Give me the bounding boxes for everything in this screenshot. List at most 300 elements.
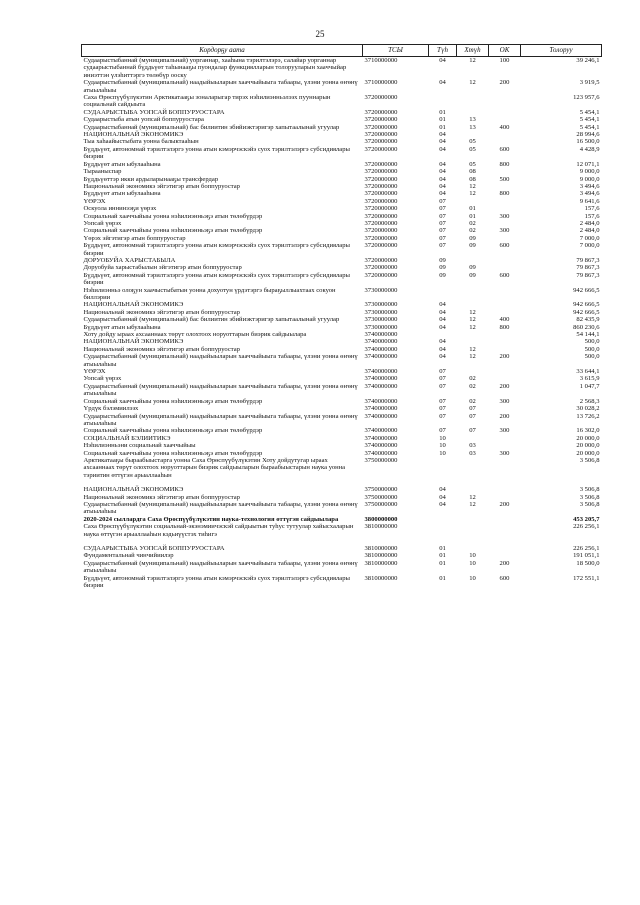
row-tyh: [429, 516, 457, 523]
row-ok: 200: [499, 412, 510, 420]
row-amount: 3 615,9: [579, 375, 600, 383]
table-row: [82, 190, 602, 197]
table-row: [82, 301, 602, 308]
row-name: СУДААРЫСТЫБА УОПСАЙ БОППУРУОСТАРА: [83, 545, 225, 552]
row-name: Судаарыстыбаннай (муниципальнай) наадыйыыларын хааччыйыыга табаары, үлэни уонна өҥөнү атыылаһыы: [83, 559, 358, 575]
row-tyh: 04: [439, 338, 446, 346]
row-name: Саха Өрөспүүбүлүкэтин Арктикатааҕы зоналарыгар тирэх нэһилиэнньэлээх пууннарын социальнай сайдыыта: [83, 94, 331, 109]
table-row: [82, 213, 602, 220]
row-khtyh: 09: [469, 264, 476, 272]
table-row: [82, 427, 602, 434]
row-amount: 157,6: [584, 205, 600, 213]
row-name: Арктикатааҕы быраабыыстарга уонна Саха Өрөспүүбүлүкэтин Хоту дойдутугар ыраах ахсааннаах төрүт олохтоох норуоттарын биэрик сайдыыларын быраабыыстарын наука уонна тэриитин өттүгэн арыаллааһын: [83, 456, 346, 479]
row-name: Бүддьүөт атын ыбулааһына: [83, 190, 161, 198]
row-tyh: 07: [439, 197, 446, 205]
row-khtyh: [457, 435, 489, 442]
row-ok: 800: [499, 190, 510, 198]
row-tsy: 3810000000: [364, 552, 398, 560]
row-ok: [489, 545, 521, 552]
row-tyh: 04: [439, 308, 446, 316]
row-name: Тыа хаһаайыстыбата уонна балыктааһын: [83, 138, 199, 146]
row-ok: [489, 116, 521, 123]
row-ok: 200: [499, 382, 510, 390]
row-amount: 16 302,0: [576, 427, 600, 435]
row-ok: 600: [499, 242, 510, 250]
row-tyh: 07: [439, 234, 446, 242]
row-khtyh: [457, 516, 489, 523]
row-khtyh: [457, 338, 489, 345]
row-amount: 1 047,7: [579, 382, 600, 390]
row-tyh: [429, 523, 457, 538]
row-ok: [489, 375, 521, 382]
row-name: Тырааныспар: [83, 168, 122, 176]
row-tsy: 3810000000: [364, 574, 398, 582]
row-tsy: 3740000000: [364, 345, 398, 353]
row-tsy: 3740000000: [364, 434, 398, 442]
row-tsy: 3720000000: [364, 138, 398, 146]
table-row: [82, 272, 602, 287]
row-tsy: 3720000000: [364, 160, 398, 168]
row-amount: 54 144,1: [576, 331, 600, 339]
row-khtyh: 02: [469, 375, 476, 383]
row-khtyh: 09: [469, 271, 476, 279]
row-tyh: 04: [439, 500, 446, 508]
row-ok: [489, 168, 521, 175]
row-ok: 300: [499, 212, 510, 220]
table-row: [82, 560, 602, 575]
row-ok: [489, 109, 521, 116]
row-ok: 600: [499, 145, 510, 153]
row-tyh: 09: [439, 271, 446, 279]
table-row: [82, 516, 602, 523]
row-ok: [489, 552, 521, 559]
row-ok: 200: [499, 559, 510, 567]
row-khtyh: [457, 287, 489, 302]
budget-table: [81, 44, 602, 589]
row-name: Бүддьүөт атын ыбулааһына: [83, 160, 161, 168]
row-amount: 500,0: [584, 345, 600, 353]
row-ok: 200: [499, 79, 510, 87]
row-name: СОЦИАЛЬНАЙ БЭЛИИТИКЭ: [83, 434, 171, 442]
row-tyh: 04: [439, 323, 446, 331]
row-khtyh: 07: [469, 405, 476, 413]
row-tyh: 01: [439, 108, 446, 116]
row-ok: 300: [499, 227, 510, 235]
row-tyh: 04: [439, 353, 446, 361]
table-row: [82, 523, 602, 538]
row-tyh: 04: [439, 168, 446, 176]
row-name: Бүддьүөт, автономнай тэрилтэлэргэ уонна атын кэмэрчэскэйэ суох тэрилтэлэргэ субсидиялары биэрии: [83, 574, 350, 590]
row-ok: 400: [499, 316, 510, 324]
table-row: [82, 494, 602, 501]
table-header-row: [82, 45, 602, 57]
row-ok: 400: [499, 123, 510, 131]
row-name: Национальнай экономикэ эйгэтигэр атын боппуруостар: [83, 493, 240, 501]
col-header-name: Кордорҕу аата: [82, 45, 363, 57]
row-khtyh: [457, 457, 489, 479]
row-name: Социальнай хааччыйыы уонна нэһилиэнньэҕэ атын төлөбүрдэр: [83, 227, 263, 235]
row-name: ДОРУОБУЙА ХАРЫСТАБЫЛА: [83, 256, 176, 264]
row-name: НАЦИОНАЛЬНАЙ ЭКОНОМИКЭ: [83, 486, 184, 494]
row-name: Судаарыстыбаннай (муниципальнай) наадыйыыларын хааччыйыыга табаары, үлэни уонна өҥөнү атыылаһыы: [83, 500, 358, 516]
row-tsy: 3720000000: [364, 219, 398, 227]
table-row: [82, 242, 602, 257]
row-tsy: 3750000000: [364, 486, 398, 494]
row-amount: 860 230,6: [573, 323, 600, 331]
table-row: [82, 227, 602, 234]
row-name: Судаарыстыбаннай (муниципальнай) наадыйыыларын хааччыйыыга табаары, үлэни уонна өҥөнү атыылаһыы: [83, 79, 358, 94]
row-name: Социальнай хааччыйыы уонна нэһилиэнньэҕэ атын төлөбүрдэр: [83, 212, 263, 220]
row-tyh: 04: [439, 345, 446, 353]
table-row: [82, 346, 602, 353]
row-amount: 226 256,1: [573, 523, 600, 531]
row-amount: 20 000,0: [576, 449, 600, 457]
table-row: [82, 545, 602, 552]
row-tyh: 07: [439, 405, 446, 413]
row-ok: [489, 264, 521, 271]
table-row: [82, 124, 602, 131]
table-row: [82, 501, 602, 516]
row-amount: 18 500,0: [576, 559, 600, 567]
row-ok: [489, 457, 521, 479]
row-ok: 300: [499, 449, 510, 457]
row-amount: 12 071,1: [576, 160, 600, 168]
row-ok: [489, 346, 521, 353]
row-khtyh: 07: [469, 412, 476, 420]
row-tsy: 3710000000: [364, 57, 398, 64]
row-amount: 500,0: [584, 353, 600, 361]
row-khtyh: 12: [469, 500, 476, 508]
row-ok: [489, 198, 521, 205]
table-row: [82, 168, 602, 175]
row-name: Доруобуйа харыстабылын эйгэтигэр атын боппуруостар: [83, 264, 242, 272]
table-row: [82, 338, 602, 345]
row-amount: 20 000,0: [576, 442, 600, 450]
row-tsy: 3720000000: [364, 205, 398, 213]
table-row: [82, 183, 602, 190]
row-tsy: 3720000000: [364, 175, 398, 183]
row-khtyh: 12: [469, 323, 476, 331]
row-amount: 453 205,7: [573, 515, 600, 523]
row-amount: 2 484,0: [579, 219, 600, 227]
row-khtyh: [457, 257, 489, 264]
row-khtyh: 12: [469, 353, 476, 361]
row-amount: 82 435,9: [576, 316, 600, 324]
row-tyh: [429, 287, 457, 302]
row-tyh: 04: [439, 138, 446, 146]
row-khtyh: 08: [469, 168, 476, 176]
table-row: [82, 309, 602, 316]
table-row: [82, 450, 602, 457]
row-tsy: 3720000000: [364, 123, 398, 131]
row-tsy: 3750000000: [364, 500, 398, 508]
table-row: [82, 257, 602, 264]
row-khtyh: 10: [469, 559, 476, 567]
row-ok: [489, 442, 521, 449]
row-tyh: 01: [439, 552, 446, 560]
row-khtyh: [457, 109, 489, 116]
row-tsy: 3740000000: [364, 427, 398, 435]
row-amount: 5 454,1: [579, 123, 600, 131]
row-ok: [489, 94, 521, 109]
row-spacer-cell: [82, 538, 602, 545]
row-khtyh: [457, 94, 489, 109]
row-khtyh: [457, 486, 489, 493]
row-tyh: 04: [439, 175, 446, 183]
row-khtyh: 12: [469, 190, 476, 198]
row-amount: 942 666,5: [573, 286, 600, 294]
row-amount: 3 506,8: [579, 486, 600, 494]
row-amount: 13 726,2: [576, 412, 600, 420]
row-tsy: 3740000000: [364, 368, 398, 376]
table-row: [82, 131, 602, 138]
page-number: 25: [315, 29, 325, 39]
row-tsy: 3710000000: [364, 79, 398, 87]
row-tsy: 3740000000: [364, 397, 398, 405]
row-amount: 16 500,0: [576, 138, 600, 146]
row-tyh: 07: [439, 368, 446, 376]
row-amount: 39 246,1: [576, 57, 600, 64]
table-row: [82, 324, 602, 331]
row-ok: [489, 405, 521, 412]
table-row: [82, 287, 602, 302]
row-ok: [489, 257, 521, 264]
row-ok: [489, 309, 521, 316]
row-ok: [489, 435, 521, 442]
row-tsy: 3730000000: [364, 308, 398, 316]
row-tsy: 3720000000: [364, 190, 398, 198]
row-tsy: 3720000000: [364, 227, 398, 235]
table-row: [82, 413, 602, 428]
row-tyh: 07: [439, 382, 446, 390]
table-row: [82, 398, 602, 405]
table-row: [82, 235, 602, 242]
row-tsy: 3730000000: [364, 286, 398, 294]
row-amount: 942 666,5: [573, 301, 600, 309]
row-khtyh: 12: [469, 57, 476, 64]
row-khtyh: 02: [469, 382, 476, 390]
table-row: [82, 405, 602, 412]
row-tyh: 07: [439, 397, 446, 405]
table-row: [82, 138, 602, 145]
row-name: Национальнай экономикэ эйгэтигэр атын боппуруостар: [83, 182, 240, 190]
row-name: Уопсай үөрэх: [83, 375, 122, 383]
row-ok: [489, 138, 521, 145]
row-tyh: 04: [439, 316, 446, 324]
row-name: Судаарыстыбаннай (муниципальнай) бас билиитин эбийиэктэригэр хапытаалынай угуулар: [83, 123, 340, 131]
row-amount: 9 000,0: [579, 175, 600, 183]
row-tyh: 04: [439, 57, 446, 64]
row-khtyh: 02: [469, 227, 476, 235]
row-name: Оскуола иннинээҕи үөрэх: [83, 205, 157, 213]
row-khtyh: 05: [469, 138, 476, 146]
table-row: [82, 176, 602, 183]
row-khtyh: 13: [469, 123, 476, 131]
row-tyh: 09: [439, 256, 446, 264]
row-amount: 3 494,6: [579, 190, 600, 198]
row-tyh: 04: [439, 486, 446, 494]
row-name: Бүддьүөт атын ыбулааһына: [83, 323, 161, 331]
row-tsy: 3720000000: [364, 212, 398, 220]
row-tsy: 3740000000: [364, 331, 398, 339]
row-khtyh: 13: [469, 116, 476, 124]
row-khtyh: [457, 131, 489, 138]
row-tsy: 3810000000: [364, 545, 398, 552]
row-amount: 9 000,0: [579, 168, 600, 176]
row-ok: [489, 301, 521, 308]
table-row: [82, 57, 602, 80]
row-tyh: [429, 331, 457, 338]
row-amount: 5 454,1: [579, 116, 600, 124]
row-amount: 79 867,3: [576, 256, 600, 264]
col-header-khtyh: Хтүһ: [457, 45, 489, 57]
row-name: Национальнай экономикэ эйгэтигэр атын боппуруостар: [83, 308, 240, 316]
table-row: [82, 442, 602, 449]
row-name: Үөрэх эйгэтигэр атын боппуруостар: [83, 234, 186, 242]
row-amount: 79 867,3: [576, 264, 600, 272]
row-tsy: 3740000000: [364, 382, 398, 390]
row-tsy: 3810000000: [364, 559, 398, 567]
row-name: Бүддьүөт, автономнай тэрилтэлэргэ уонна атын кэмэрчэскэйэ суох тэрилтэлэргэ субсидиялары биэрии: [83, 242, 350, 257]
table-row: [82, 383, 602, 398]
table-row: [82, 575, 602, 590]
row-tsy: 3740000000: [364, 338, 398, 346]
row-tsy: 3800000000: [364, 515, 398, 523]
row-tyh: 01: [439, 123, 446, 131]
row-name: Судаарыстыбаннай (муниципальнай) уорганнар, хааһына тэрилтэлэрэ, салайар уорганнар судаарыстыбаннай бүддьүөт таһынааҕы пуондалар функциялларын толорууларын хааччыйар иниэттэн үлэһиттэргэ төлөбүр ооску: [83, 57, 347, 79]
row-tyh: 10: [439, 442, 446, 450]
row-khtyh: 09: [469, 234, 476, 242]
row-khtyh: 02: [469, 397, 476, 405]
col-header-tyh: Түһ: [429, 45, 457, 57]
row-ok: 500: [499, 175, 510, 183]
row-tyh: 10: [439, 434, 446, 442]
row-ok: [489, 516, 521, 523]
row-name: Нэһилиэнньэ олоҕун хаачыстыбатын уонна дохуотун үрдэтэргэ быраҕыллыахтаах сокуон биллэрии: [83, 286, 336, 301]
row-name: Уопсай үөрэх: [83, 219, 122, 227]
row-tyh: 07: [439, 227, 446, 235]
table-body: [82, 57, 602, 590]
table-row: [82, 116, 602, 123]
row-tsy: 3730000000: [364, 316, 398, 324]
row-tsy: 3750000000: [364, 456, 398, 464]
row-name: Фундаментальнай чинчийиилэр: [83, 552, 174, 560]
row-ok: 300: [499, 427, 510, 435]
row-ok: [489, 220, 521, 227]
row-tyh: [429, 457, 457, 479]
row-tsy: 3720000000: [364, 168, 398, 176]
row-ok: 200: [499, 500, 510, 508]
row-name: Судаарыстыбаннай (муниципальнай) бас билиитин эбийиэктэригэр хапытаалынай угуулар: [83, 316, 340, 324]
row-khtyh: 03: [469, 442, 476, 450]
row-ok: [489, 235, 521, 242]
row-name: Бүддьүөттэр икки ардыларынааҕы трансфердар: [83, 175, 219, 183]
row-name: НАЦИОНАЛЬНАЙ ЭКОНОМИКЭ: [83, 338, 184, 346]
row-amount: 4 428,9: [579, 145, 600, 153]
row-name: Социальнай хааччыйыы уонна нэһилиэнньэҕэ атын төлөбүрдэр: [83, 427, 263, 435]
table-row: [82, 457, 602, 479]
row-tsy: 3720000000: [364, 264, 398, 272]
row-tyh: 09: [439, 264, 446, 272]
row-ok: [489, 183, 521, 190]
row-tyh: 01: [439, 559, 446, 567]
table-row: [82, 146, 602, 161]
row-amount: 7 000,0: [579, 242, 600, 250]
row-tsy: 3720000000: [364, 94, 398, 102]
table-row: [82, 198, 602, 205]
row-tsy: 3720000000: [364, 234, 398, 242]
row-khtyh: 12: [469, 316, 476, 324]
row-tsy: 3730000000: [364, 301, 398, 309]
row-khtyh: 01: [469, 205, 476, 213]
row-name: Судаарыстыбаннай (муниципальнай) наадыйыыларын хааччыйыыга табаары, үлэни уонна өҥөнү атыылаһыы: [83, 412, 358, 427]
row-khtyh: 12: [469, 493, 476, 501]
row-khtyh: 12: [469, 182, 476, 190]
row-tyh: 01: [439, 574, 446, 582]
row-name: ҮӨРЭХ: [83, 368, 106, 376]
row-tyh: 10: [439, 449, 446, 457]
row-name: Бүддьүөт, автономнай тэрилтэлэргэ уонна атын кэмэрчэскэйэ суох тэрилтэлэргэ субсидиялары биэрии: [83, 145, 350, 161]
row-name: НАЦИОНАЛЬНАЙ ЭКОНОМИКЭ: [83, 301, 184, 309]
row-tyh: 07: [439, 427, 446, 435]
row-tsy: 3720000000: [364, 145, 398, 153]
row-amount: 3 506,8: [579, 456, 600, 464]
row-tyh: 04: [439, 79, 446, 87]
row-ok: [489, 331, 521, 338]
row-tsy: 3720000000: [364, 182, 398, 190]
table-row: [82, 109, 602, 116]
row-name: Национальнай экономикэ эйгэтигэр атын боппуруостар: [83, 345, 240, 353]
row-tsy: 3720000000: [364, 242, 398, 250]
row-amount: 157,6: [584, 212, 600, 220]
row-tsy: 3720000000: [364, 256, 398, 264]
col-header-tsy: ТСЫ: [363, 45, 429, 57]
row-tsy: 3720000000: [364, 271, 398, 279]
row-amount: 5 454,1: [579, 108, 600, 116]
row-tyh: 07: [439, 242, 446, 250]
row-ok: [489, 368, 521, 375]
row-name: 2020-2024 сыллардга Саха Өрөспүүбүлүкэтин наука-технология өттүгэн сайдыылара: [83, 515, 339, 523]
row-amount: 7 000,0: [579, 234, 600, 242]
row-name: Хоту дойду ыраах ахсааннаах төрүт олохтоох норуоттарын биэрик сайдыылара: [83, 331, 307, 339]
row-ok: 600: [499, 574, 510, 582]
row-ok: 800: [499, 160, 510, 168]
row-tyh: 07: [439, 219, 446, 227]
row-name: Бүддьүөт, автономнай тэрилтэлэргэ уонна атын кэмэрчэскэйэ суох тэрилтэлэргэ субсидиялары биэрии: [83, 271, 350, 287]
row-tyh: 01: [439, 545, 446, 552]
row-ok: [489, 494, 521, 501]
row-khtyh: [457, 368, 489, 375]
row-amount: 33 644,1: [576, 368, 600, 376]
row-tyh: 07: [439, 212, 446, 220]
row-name: Социальнай хааччыйыы уонна нэһилиэнньэҕэ атын төлөбүрдэр: [83, 449, 263, 457]
row-ok: 800: [499, 323, 510, 331]
row-tyh: 04: [439, 131, 446, 139]
row-name: Судаарыстыбаннай (муниципальнай) наадыйыыларын хааччыйыыга табаары, үлэни уонна өҥөнү атыылаһыы: [83, 382, 358, 398]
row-tyh: [429, 94, 457, 109]
row-amount: 3 919,5: [579, 79, 600, 87]
row-ok: [489, 338, 521, 345]
row-tsy: 3730000000: [364, 323, 398, 331]
row-khtyh: 09: [469, 242, 476, 250]
row-tsy: 3720000000: [364, 197, 398, 205]
row-tsy: 3720000000: [364, 116, 398, 124]
row-tyh: 04: [439, 493, 446, 501]
row-amount: 20 000,0: [576, 434, 600, 442]
row-tyh: 04: [439, 190, 446, 198]
row-tyh: 04: [439, 301, 446, 309]
row-tyh: 01: [439, 116, 446, 124]
